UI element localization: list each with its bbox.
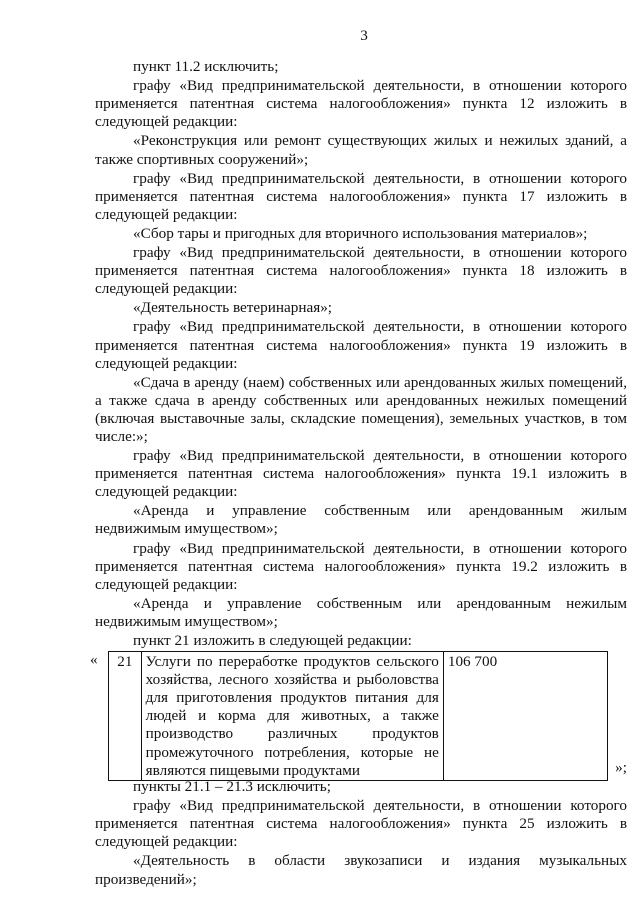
quote-open: « xyxy=(90,651,98,669)
paragraph: пункт 21 изложить в следующей редакции: xyxy=(133,632,412,649)
document-page xyxy=(90,27,627,889)
paragraph: «Аренда и управление собственным или арендованным нежилым недвижимым имуществом»; xyxy=(95,594,627,630)
paragraphs-before-table xyxy=(95,58,627,650)
paragraphs-after-table xyxy=(95,778,627,889)
item-description-cell: Услуги по переработке продуктов сельского хозяйства, лесного хозяйства и рыболовства для приготовления продуктов питания для людей и корма для животных, а также производство различных продуктов промежуточного потребления, которые не являются пищевыми продуктами xyxy=(141,652,443,781)
amendment-table-block xyxy=(90,651,627,779)
item-number-cell: 21 xyxy=(109,652,142,781)
paragraph: «Сдача в аренду (наем) собственных или арендованных жилых помещений, а также сдача в аренду собственных или арендованных нежилых помещений (включая выставочные залы, складские помещения), земельных участков, в том числе:»; xyxy=(95,373,627,445)
paragraph: графу «Вид предпринимательской деятельности, в отношении которого применяется патентная система налогообложения» пункта 19.2 изложить в следующей редакции: xyxy=(95,539,627,593)
table-row xyxy=(109,652,608,781)
paragraph: графу «Вид предпринимательской деятельности, в отношении которого применяется патентная система налогообложения» пункта 19.1 изложить в следующей редакции: xyxy=(95,447,627,501)
paragraph: пункт 11.2 исключить; xyxy=(133,58,279,76)
paragraph: графу «Вид предпринимательской деятельности, в отношении которого применяется патентная система налогообложения» пункта 25 изложить в следующей редакции: xyxy=(95,797,627,851)
paragraph: «Деятельность в области звукозаписи и издания музыкальных произведений»; xyxy=(95,852,627,888)
item-amount-cell: 106 700 xyxy=(443,652,607,781)
amendment-table xyxy=(108,651,608,781)
quote-close: »; xyxy=(615,759,627,776)
paragraph: «Деятельность ветеринарная»; xyxy=(133,299,333,317)
paragraph: пункты 21.1 – 21.3 исключить; xyxy=(133,778,331,796)
paragraph: графу «Вид предпринимательской деятельности, в отношении которого применяется патентная система налогообложения» пункта 19 изложить в следующей редакции: xyxy=(95,318,627,372)
paragraph: «Реконструкция или ремонт существующих жилых и нежилых зданий, а также спортивных сооружений»; xyxy=(95,132,627,168)
paragraph: «Аренда и управление собственным или арендованным жилым недвижимым имуществом»; xyxy=(95,502,627,538)
page-number: 3 xyxy=(360,27,368,44)
paragraph: графу «Вид предпринимательской деятельности, в отношении которого применяется патентная система налогообложения» пункта 12 изложить в следующей редакции: xyxy=(95,77,627,131)
paragraph: графу «Вид предпринимательской деятельности, в отношении которого применяется патентная система налогообложения» пункта 18 изложить в следующей редакции: xyxy=(95,244,627,298)
paragraph: графу «Вид предпринимательской деятельности, в отношении которого применяется патентная система налогообложения» пункта 17 изложить в следующей редакции: xyxy=(95,169,627,223)
paragraph: «Сбор тары и пригодных для вторичного использования материалов»; xyxy=(133,224,588,242)
